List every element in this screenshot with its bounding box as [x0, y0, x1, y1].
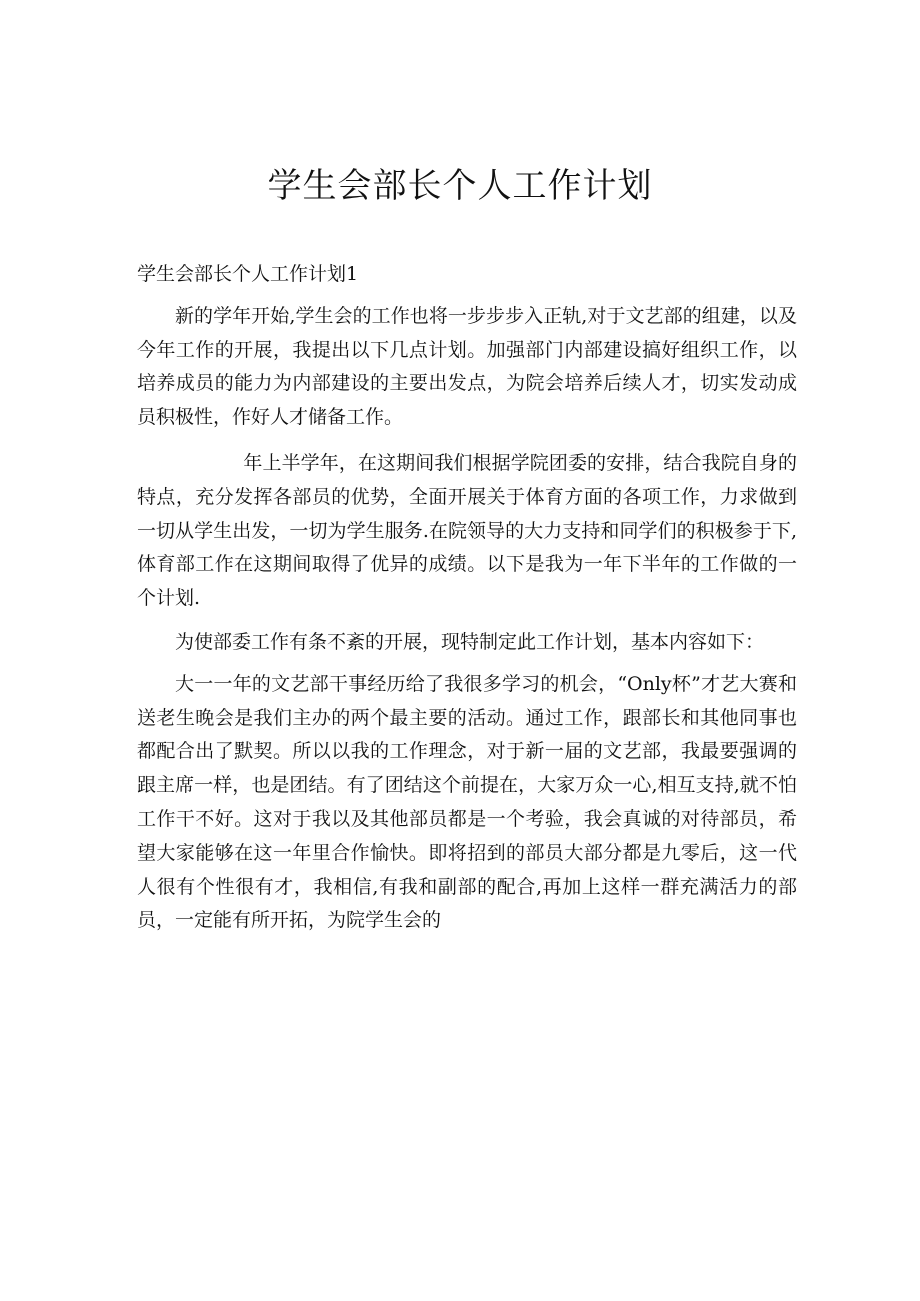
paragraph-intro: 新的学年开始,学生会的工作也将一步步步入正轨,对于文艺部的组建，以及今年工作的开展，我提出以下几点计划。加强部门内部建设搞好组织工作，以培养成员的能力为内部建设的主要出发点，为院会培养后续人才，切实发动成员积极性，作好人才储备工作。: [137, 304, 797, 429]
paragraph-plan-purpose: 为使部委工作有条不紊的开展，现特制定此工作计划，基本内容如下：: [175, 630, 765, 653]
paragraph-experience: 大一一年的文艺部干事经历给了我很多学习的机会，“Only杯”才艺大赛和送老生晚会是我们主办的两个最主要的活动。通过工作，跟部长和其他同事也都配合出了默契。所以以我的工作理念，对于新一届的文艺部，我最要强调的跟主席一样，也是团结。有了团结这个前提在，大家万众一心,相互支持,就不怕工作干不好。这对于我以及其他部员都是一个考验，我会真诚的对待部员，希望大家能够在这一年里合作愉快。即将招到的部员大部分都是九零后，这一代人很有个性很有才，我相信,有我和副部的配合,再加上这样一群充满活力的部员，一定能有所开拓，为院学生会的: [137, 672, 797, 932]
section-heading: 学生会部长个人工作计划1: [137, 263, 359, 285]
document-title: 学生会部长个人工作计划: [267, 166, 653, 206]
paragraph-first-half-year: 年上半学年，在这期间我们根据学院团委的安排，结合我院自身的特点，充分发挥各部员的优势，全面开展关于体育方面的各项工作，力求做到一切从学生出发，一切为学生服务.在院领导的大力支持和同学们的积极参于下,体育部工作在这期间取得了优异的成绩。以下是我为一年下半年的工作做的一个计划.: [137, 451, 797, 610]
document-body: [137, 258, 797, 938]
